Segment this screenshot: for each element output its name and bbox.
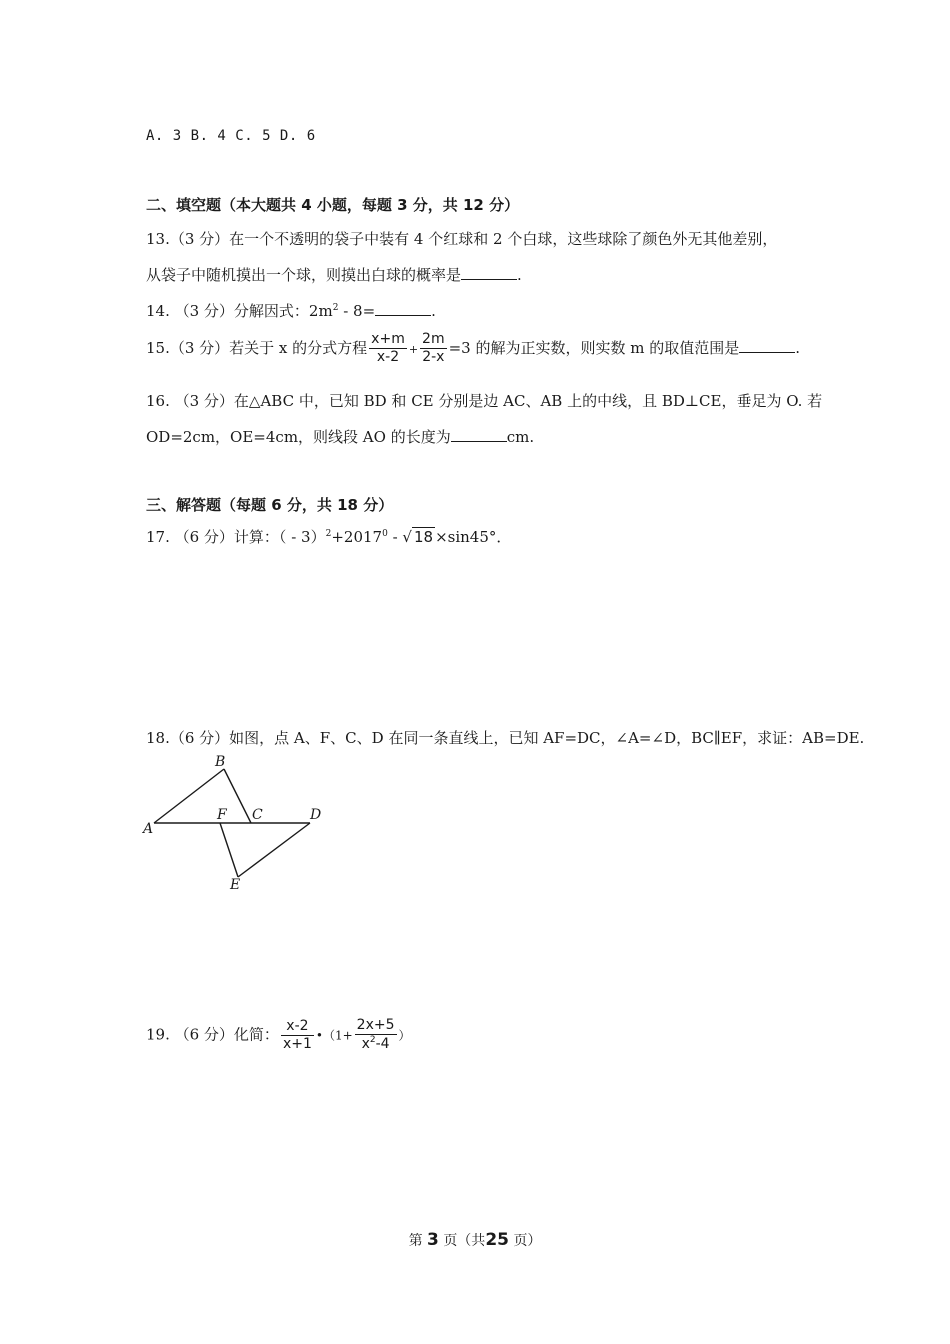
- q18-text: 18.（6 分）如图，点 A、F、C、D 在同一条直线上，已知 AF=DC，∠A=∠D，BC∥EF，求证：AB=DE.: [146, 729, 865, 747]
- q15-frac2-denominator: 2-x: [422, 349, 445, 366]
- q19-frac2-den-rest: -4: [375, 1036, 390, 1053]
- footer-mid: 页（共: [443, 1233, 486, 1249]
- footer-page-number: 3: [427, 1230, 439, 1250]
- label-d: D: [310, 807, 322, 823]
- q15-answer-blank: [739, 338, 795, 353]
- label-b: B: [215, 754, 226, 770]
- q15-frac1-denominator: x-2: [376, 349, 400, 366]
- label-f: F: [217, 807, 227, 823]
- q17-sup-2: 0: [382, 529, 388, 539]
- q14-answer-blank: [375, 301, 431, 316]
- q16-line1: 16. （3 分）在△ABC 中，已知 BD 和 CE 分别是边 AC、AB 上的中线，且 BD⊥CE，垂足为 O. 若: [146, 392, 823, 410]
- footer-post: 页）: [513, 1233, 542, 1249]
- q13-line2-text: 从袋子中随机摸出一个球，则摸出白球的概率是: [146, 266, 462, 284]
- q15-fraction-2: [420, 332, 447, 366]
- q19-fraction-2: [355, 1018, 397, 1053]
- q16-end: cm.: [506, 428, 535, 446]
- q17-sqrt: [402, 528, 435, 546]
- q19-frac1-numerator: x-2: [281, 1019, 314, 1036]
- q19-frac2-denominator: [355, 1035, 397, 1052]
- q17-minus: -: [387, 528, 403, 546]
- q15: [146, 332, 800, 366]
- q19: [146, 1018, 411, 1053]
- q19-frac2-den-base: x: [361, 1036, 370, 1053]
- section3-heading: 三、解答题（每题 6 分，共 18 分）: [146, 496, 394, 514]
- q17-sup-1: 2: [325, 529, 332, 539]
- q15-prefix: 15.（3 分）若关于 x 的分式方程: [146, 338, 368, 357]
- q15-frac1-numerator: x+m: [369, 332, 407, 349]
- q13-line2: [146, 264, 522, 285]
- page-footer: [0, 1230, 950, 1250]
- q19-frac2-numerator: 2x+5: [355, 1018, 397, 1035]
- q12-options: A. 3 B. 4 C. 5 D. 6: [146, 128, 316, 144]
- label-c: C: [252, 807, 263, 823]
- q14-rest: - 8=: [338, 302, 376, 320]
- q16-answer-blank: [451, 427, 507, 442]
- q17-suffix: ×sin45°．: [435, 528, 512, 546]
- segment-ed: [238, 823, 310, 877]
- section2-heading: 二、填空题（本大题共 4 小题，每题 3 分，共 12 分）: [146, 196, 520, 214]
- label-e: E: [230, 877, 241, 893]
- q15-fraction-1: [369, 332, 407, 366]
- q13-answer-blank: [461, 265, 517, 280]
- q14-text: 14. （3 分）分解因式：2m: [146, 302, 333, 320]
- label-a: A: [143, 821, 154, 837]
- q17-prefix: 17. （6 分）计算：（ - 3）: [146, 528, 326, 546]
- q17-radicand: 18: [413, 528, 434, 546]
- q19-fraction-1: [281, 1019, 314, 1053]
- footer-total-pages: 25: [485, 1230, 509, 1250]
- q13-end: .: [517, 266, 522, 284]
- q14-end: .: [431, 302, 436, 320]
- q15-plus: +: [408, 342, 419, 356]
- q19-close: ）: [398, 1028, 411, 1043]
- q16-line2: [146, 426, 534, 447]
- q15-end: .: [795, 338, 801, 357]
- footer-pre: 第: [408, 1233, 423, 1249]
- q18-figure: [140, 750, 340, 900]
- sqrt-sign-icon: √: [402, 528, 412, 546]
- q13-line1: 13.（3 分）在一个不透明的袋子中装有 4 个红球和 2 个白球，这些球除了颜色外无其他差别，: [146, 230, 778, 248]
- segment-ab: [154, 769, 224, 823]
- q15-frac2-numerator: 2m: [420, 332, 447, 349]
- q19-prefix: 19. （6 分）化简：: [146, 1025, 279, 1044]
- q14-sup: 2: [332, 303, 339, 313]
- q19-frac1-denominator: x+1: [282, 1035, 312, 1052]
- segment-bc: [224, 769, 251, 823]
- q17-mid: +2017: [331, 528, 383, 546]
- q19-dot: •（1+: [315, 1028, 353, 1043]
- q19-frac2-den-sup: 2: [369, 1035, 376, 1046]
- q15-suffix: =3 的解为正实数，则实数 m 的取值范围是: [448, 338, 740, 357]
- q16-line2-text: OD=2cm，OE=4cm，则线段 AO 的长度为: [146, 428, 451, 446]
- segment-fe: [220, 823, 238, 877]
- q14: [146, 300, 436, 321]
- q17: [146, 526, 511, 547]
